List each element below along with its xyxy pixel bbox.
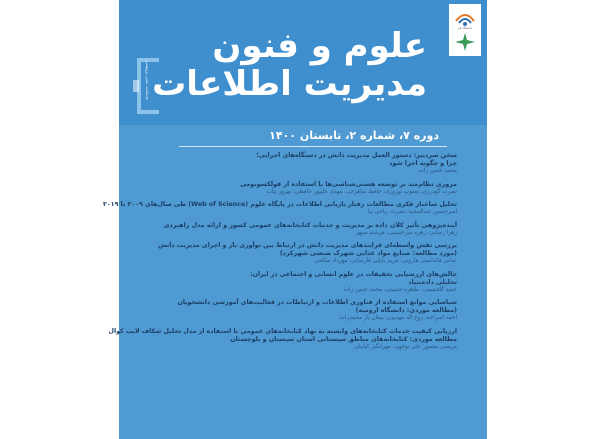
article-title: شناسایی موانع استفاده از فناوری اطلاعات و ارتباطات در فعالیت‌های آموزشی دانشجویان — [177, 299, 457, 306]
article-entry — [175, 181, 457, 197]
journal-title-line1: علوم و فنون — [212, 26, 427, 66]
article-entry — [175, 152, 457, 176]
issue-info: دوره ۷، شماره ۲، تابستان ۱۴۰۰ — [269, 129, 439, 142]
article-subtitle: چرا و چگونه اجرا شود — [389, 160, 457, 167]
article-subtitle: مطالعه موردی: کتابخانه‌های مناطق سیستانی استان سیستان و بلوچستان — [230, 335, 457, 343]
article-title: ارزیابی کیفیت خدمات کتابخانه‌های وابسته به نهاد کتابخانه‌های عمومی با استفاده از مدل تحلیل شکاف لایب کوال — [108, 327, 457, 335]
article-entry — [157, 242, 457, 266]
article-subtitle: (مورد مطالعه: صنایع مواد غذایی شهرک صنعتی شهرکرد) — [279, 250, 457, 257]
logo-caption: دانشگاه قم — [457, 26, 473, 30]
journal-title-line2: مدیریت اطلاعات — [152, 64, 427, 104]
article-entry — [102, 201, 457, 217]
article-authors: عباس قائدامینی هارونی، مریم بابایی فارسانی، مهرداد صالحی — [314, 258, 457, 264]
article-subtitle: تحلیلی داده‌بنیاد — [408, 278, 457, 286]
article-entry — [175, 299, 457, 323]
article-authors: مرتضی منصور علی نوجهی، مهرانگیز کیانیان — [354, 343, 457, 350]
article-authors: حمید گلحسینی، طاهره حسینی، محمد حسن زاده — [343, 286, 457, 293]
article-authors: محمد حسن زاده — [418, 168, 457, 174]
article-subtitle: (مطالعه موردی: دانشگاه ارومیه) — [355, 307, 457, 314]
article-title: تحلیل ساختار فکری مطالعات رفتار بازیابی اطلاعات در پایگاه علوم (Web of Science) طی سال‌های ۲۰۰۹ تا ۲۰۱۹ — [102, 201, 457, 208]
article-authors: احمد اسراجه، روح اله مهدیون، پیمان یار محمدزاده — [339, 315, 457, 321]
article-title: آینده‌پژوهی تأثیر کلان داده بر مدیریت و خدمات کتابخانه‌های عمومی کشور و ارائه مدل راهبردی — [163, 221, 457, 229]
article-title: مروری نظام‌مند بر توسعه هستی‌شناسی‌ها با استفاده از فولکسونومی — [240, 180, 457, 188]
article-title: بررسی نقش واسطه‌ای فرایندهای مدیریت دانش در ارتباط بین نوآوری باز و اجرای مدیریت دانش — [157, 242, 457, 249]
vertical-subtitle: فصلنامه علمی پژوهشی — [145, 60, 150, 100]
emblem-icon — [454, 7, 476, 27]
university-seal-icon — [454, 32, 476, 52]
table-of-contents — [102, 152, 457, 356]
divider — [179, 146, 447, 147]
article-title: چالش‌های ارزشیابی تحقیقات در علوم انسانی و اجتماعی در ایران: — [249, 270, 457, 278]
journal-cover — [102, 0, 487, 439]
article-title: سخن سردبیر: دستور العمل مدیریت دانش در دستگاه‌های اجرایی؛ — [256, 152, 457, 159]
article-entry — [175, 271, 457, 295]
article-authors: نصرت گودرزی، یعقوب نوروزی، حافظ شاهرخی، مهدی علیپور حافظی، بهروز بیات — [266, 188, 457, 195]
publisher-logo — [449, 4, 481, 56]
article-entry — [108, 327, 457, 352]
article-entry — [163, 221, 457, 238]
article-authors: امیرحسین عبدالمجید، نصرت ریاحی نیا — [367, 209, 457, 215]
article-authors: زهرا رضایی، زهره میرحسینی، فرشته سپهر — [355, 229, 457, 236]
